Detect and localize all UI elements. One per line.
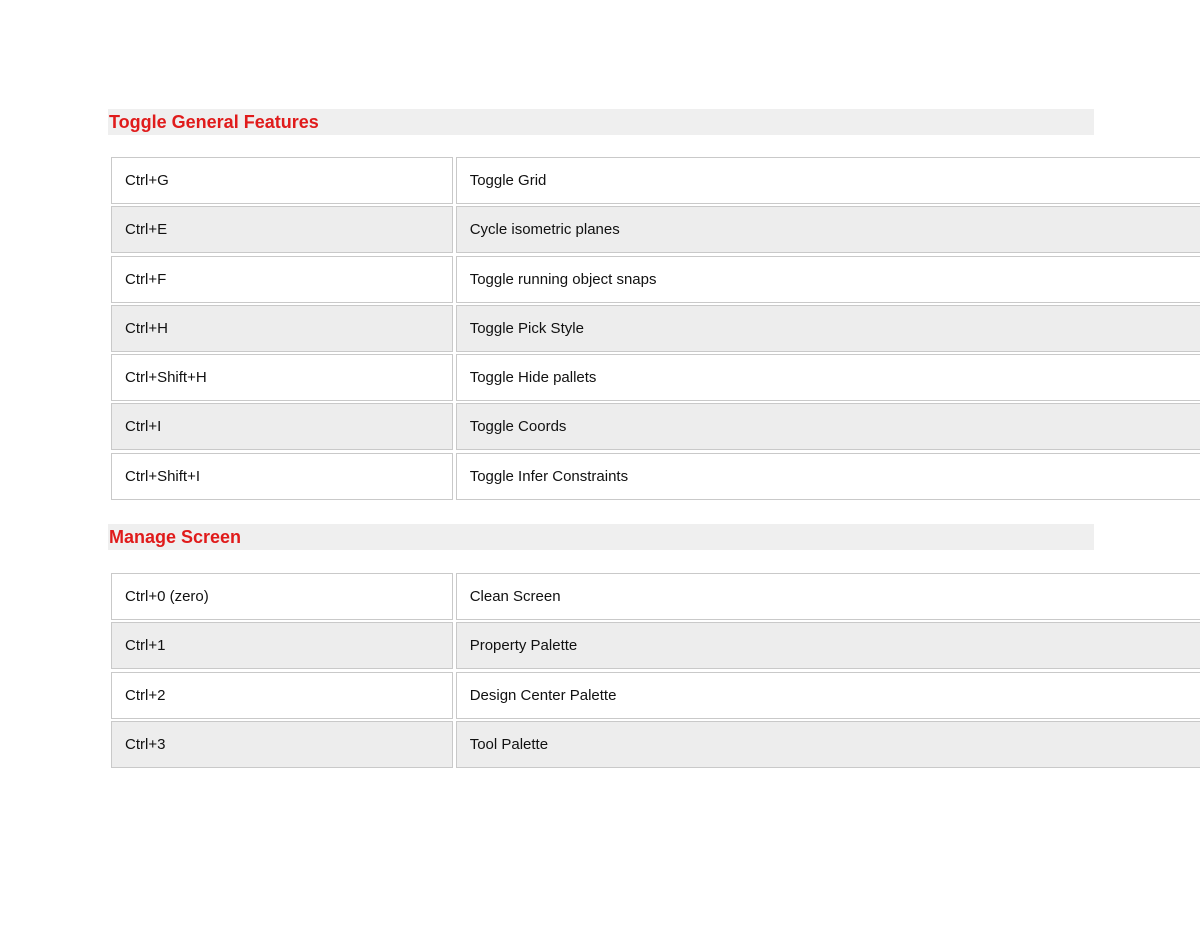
shortcut-key-cell: Ctrl+E: [111, 206, 453, 253]
shortcut-key-cell: Ctrl+Shift+H: [111, 354, 453, 401]
shortcut-action-cell: Toggle running object snaps: [456, 256, 1200, 303]
table-row: [111, 256, 1200, 303]
shortcut-key-cell: Ctrl+I: [111, 403, 453, 450]
shortcut-action-cell: Clean Screen: [456, 573, 1200, 620]
shortcut-key-cell: Ctrl+Shift+I: [111, 453, 453, 500]
shortcut-action-cell: Cycle isometric planes: [456, 206, 1200, 253]
shortcut-table-manage-screen: [111, 573, 1200, 770]
shortcut-key-cell: Ctrl+3: [111, 721, 453, 768]
shortcut-action-cell: Toggle Grid: [456, 157, 1200, 204]
table-row: [111, 305, 1200, 352]
shortcut-action-cell: Toggle Coords: [456, 403, 1200, 450]
table-row: [111, 622, 1200, 669]
table-row: [111, 453, 1200, 500]
shortcut-table-toggle-general-features: [111, 157, 1200, 502]
shortcut-action-cell: Toggle Hide pallets: [456, 354, 1200, 401]
table-row: [111, 573, 1200, 620]
shortcut-key-cell: Ctrl+F: [111, 256, 453, 303]
shortcut-action-cell: Design Center Palette: [456, 672, 1200, 719]
table-row: [111, 206, 1200, 253]
shortcut-action-cell: Property Palette: [456, 622, 1200, 669]
shortcut-action-cell: Toggle Infer Constraints: [456, 453, 1200, 500]
table-row: [111, 403, 1200, 450]
table-row: [111, 672, 1200, 719]
shortcut-key-cell: Ctrl+0 (zero): [111, 573, 453, 620]
shortcut-action-cell: Toggle Pick Style: [456, 305, 1200, 352]
table-row: [111, 157, 1200, 204]
section-heading-manage-screen: Manage Screen: [108, 524, 1094, 550]
shortcut-key-cell: Ctrl+2: [111, 672, 453, 719]
table-row: [111, 354, 1200, 401]
shortcut-key-cell: Ctrl+H: [111, 305, 453, 352]
section-heading-toggle-general-features: Toggle General Features: [108, 109, 1094, 135]
table-row: [111, 721, 1200, 768]
shortcut-action-cell: Tool Palette: [456, 721, 1200, 768]
shortcut-key-cell: Ctrl+1: [111, 622, 453, 669]
shortcut-key-cell: Ctrl+G: [111, 157, 453, 204]
